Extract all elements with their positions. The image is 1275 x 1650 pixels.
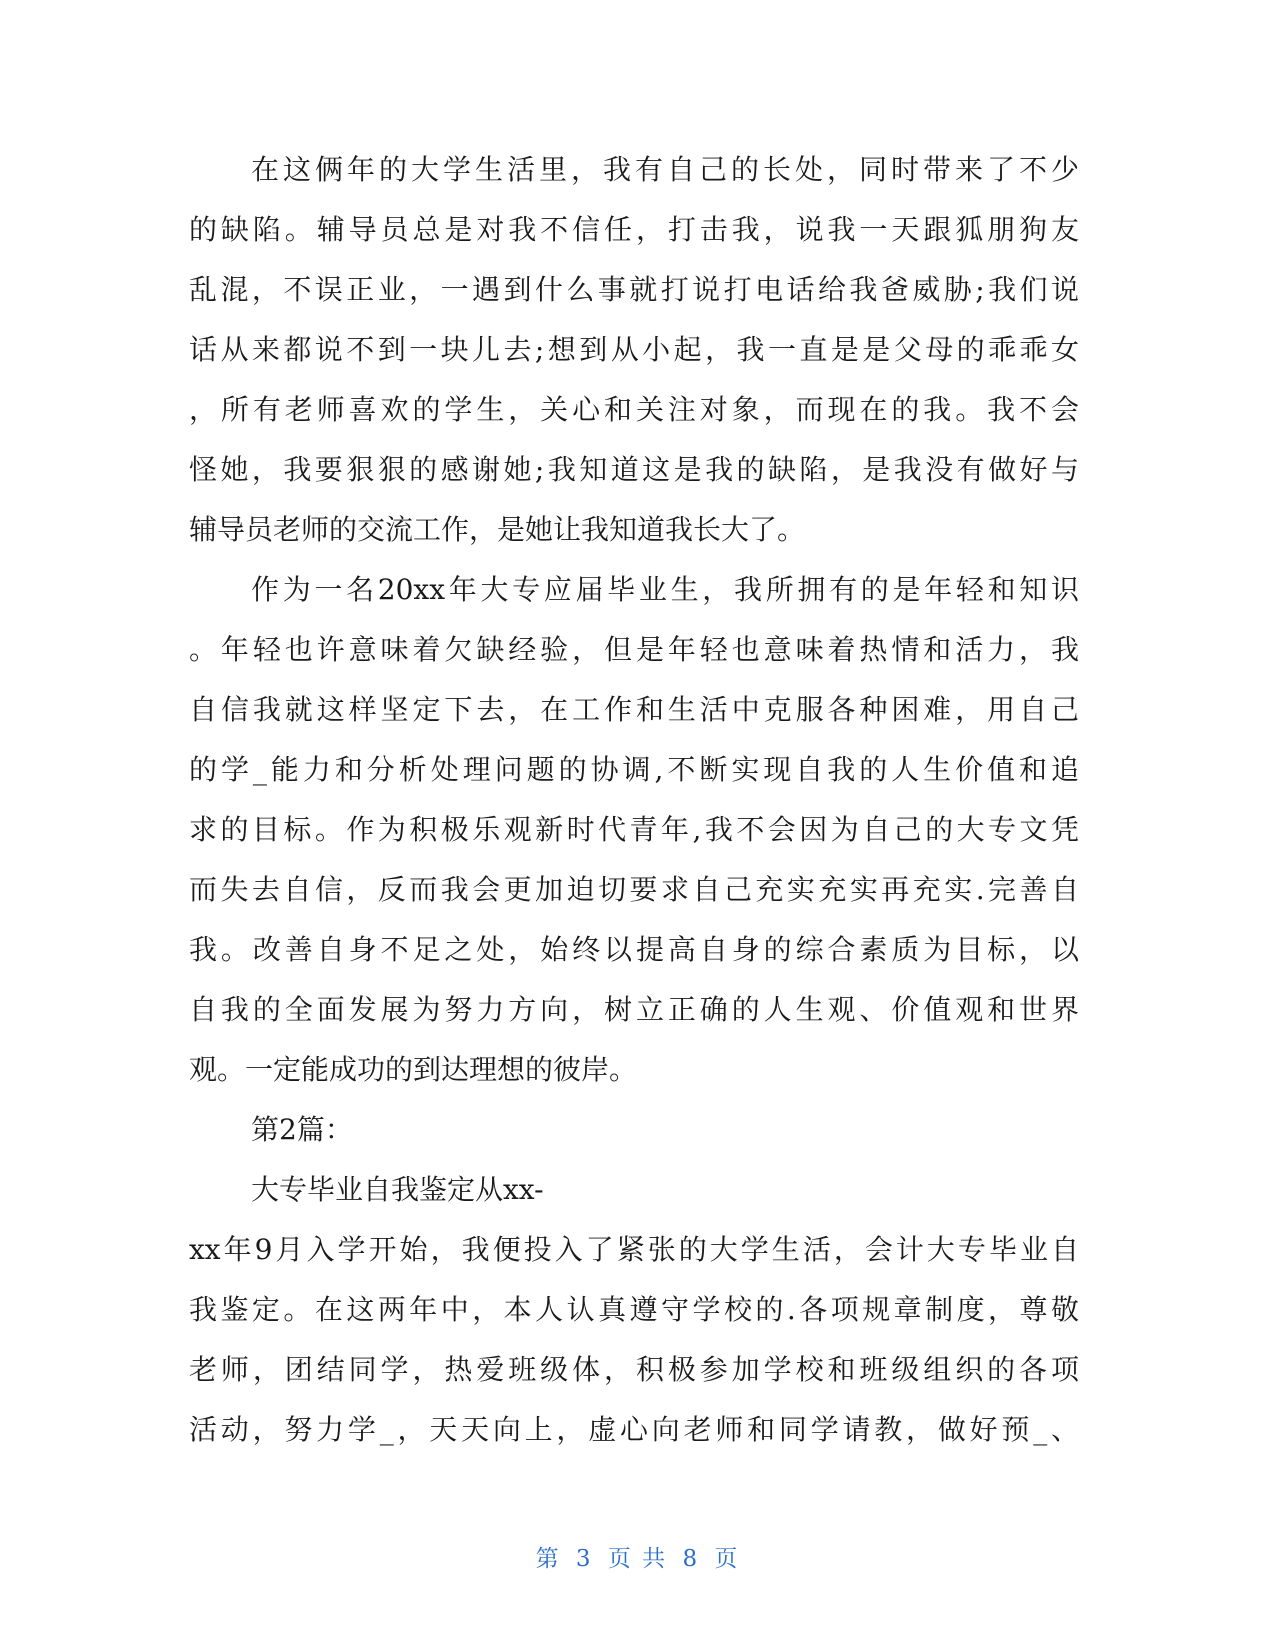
text-line: 我。改善自身不足之处，始终以提高自身的综合素质为目标，以 bbox=[189, 933, 1079, 966]
text-line: 怪她，我要狠狠的感谢她;我知道这是我的缺陷，是我没有做好与 bbox=[189, 453, 1079, 486]
text-line: 乱混，不误正业，一遇到什么事就打说打电话给我爸威胁;我们说 bbox=[189, 273, 1079, 306]
text-line: 自信我就这样坚定下去，在工作和生活中克服各种困难，用自己 bbox=[189, 693, 1079, 726]
text-line: ，所有老师喜欢的学生，关心和关注对象，而现在的我。我不会 bbox=[189, 393, 1079, 426]
footer-page-number: 3 bbox=[575, 1546, 593, 1572]
text-line: 第2篇： bbox=[251, 1113, 353, 1146]
text-line: 作为一名20xx年大专应届毕业生，我所拥有的是年轻和知识 bbox=[251, 573, 1079, 606]
text-line: 而失去自信，反而我会更加迫切要求自己充实充实再充实.完善自 bbox=[189, 873, 1079, 906]
text-line: 我鉴定。在这两年中，本人认真遵守学校的.各项规章制度，尊敬 bbox=[189, 1293, 1079, 1326]
text-line: 辅导员老师的交流工作，是她让我知道我长大了。 bbox=[189, 513, 806, 546]
page-footer bbox=[0, 1540, 1275, 1573]
text-line: 话从来都说不到一块儿去;想到从小起，我一直是是父母的乖乖女 bbox=[189, 333, 1079, 366]
text-line: 的缺陷。辅导员总是对我不信任，打击我，说我一天跟狐朋狗友 bbox=[189, 213, 1079, 246]
text-line: 大专毕业自我鉴定从xx- bbox=[251, 1173, 544, 1206]
text-line: 。年轻也许意味着欠缺经验，但是年轻也意味着热情和活力，我 bbox=[189, 633, 1079, 666]
text-line: 在这俩年的大学生活里，我有自己的长处，同时带来了不少 bbox=[251, 153, 1079, 186]
footer-mid: 页 共 bbox=[607, 1546, 668, 1572]
text-line: 的学_能力和分析处理问题的协调,不断实现自我的人生价值和追 bbox=[189, 753, 1079, 786]
footer-suffix: 页 bbox=[714, 1546, 740, 1572]
document-body bbox=[189, 140, 1079, 1460]
footer-total-pages: 8 bbox=[682, 1546, 700, 1572]
text-line: 老师，团结同学，热爱班级体，积极参加学校和班级组织的各项 bbox=[189, 1353, 1079, 1386]
text-line: 活动，努力学_，天天向上，虚心向老师和同学请教，做好预_、 bbox=[189, 1413, 1079, 1446]
text-line: 自我的全面发展为努力方向，树立正确的人生观、价值观和世界 bbox=[189, 993, 1079, 1026]
text-line: xx年9月入学开始，我便投入了紧张的大学生活，会计大专毕业自 bbox=[189, 1233, 1079, 1266]
text-line: 观。一定能成功的到达理想的彼岸。 bbox=[189, 1053, 638, 1086]
text-line: 求的目标。作为积极乐观新时代青年,我不会因为自己的大专文凭 bbox=[189, 813, 1079, 846]
footer-prefix: 第 bbox=[535, 1546, 561, 1572]
